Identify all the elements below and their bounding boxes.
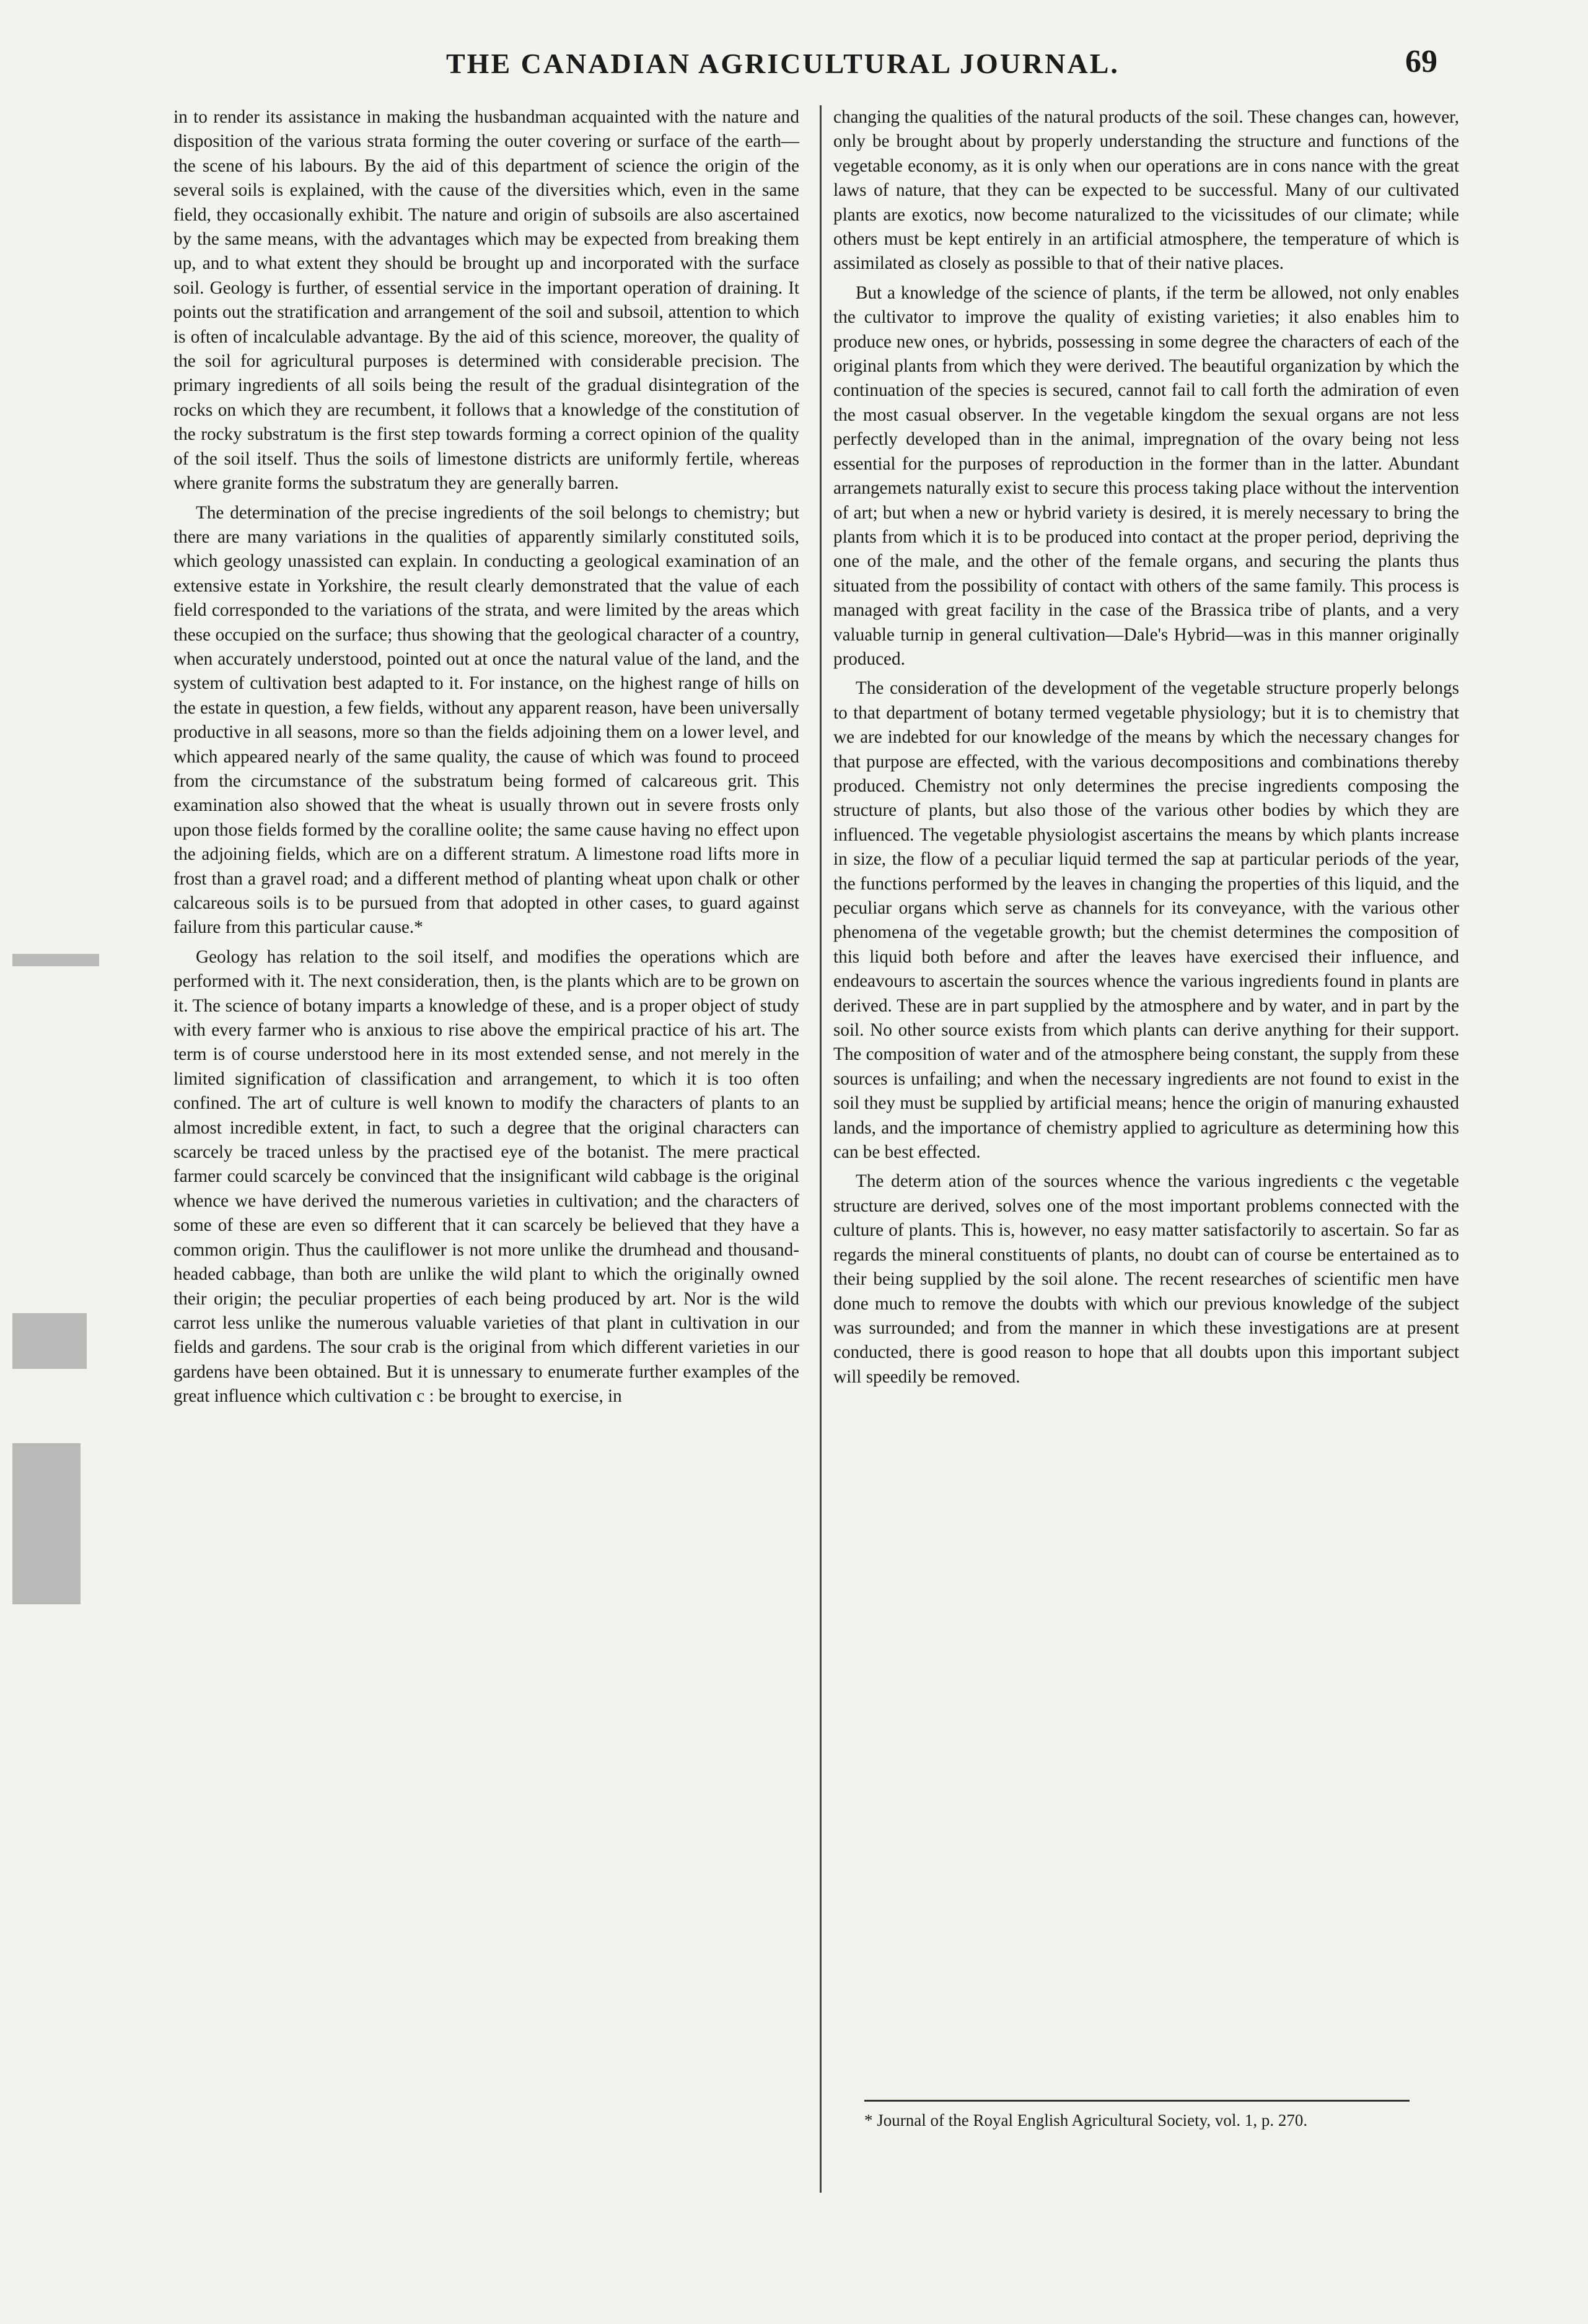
left-column (173, 105, 799, 1414)
margin-blemish (12, 1443, 81, 1604)
column-divider (820, 105, 822, 2193)
paragraph: The determ ation of the sources whence the various ingredients c the vegetable structure are derived, solves one of the most important problems connected with the culture of plants. This is, however, no easy matter satisfactorily to ascertain. So far as regards the mineral constituents of plants, no doubt can of course be entertained as to their being supplied by the soil alone. The recent researches of scientific men have done much to remove the doubts with which our previous knowledge of the subject was surrounded; and from the manner in which these investigations are at present conducted, there is good reason to hope that all doubts upon this important subject will speedily be removed. (833, 1171, 1459, 1387)
footnote-divider (864, 2100, 1410, 2102)
running-header (186, 43, 1437, 87)
margin-blemish (12, 1313, 87, 1369)
margin-blemish (12, 954, 99, 966)
footnote: * Journal of the Royal English Agricultural Society, vol. 1, p. 270. (864, 2111, 1308, 2130)
right-column (833, 105, 1459, 1394)
paragraph: in to render its assistance in making the husbandman acquainted with the nature and disposition of the various strata forming the outer covering or surface of the earth—the scene of his labours. By the aid of this department of science the origin of the several soils is explained, with the cause of the diversities which, even in the same field, they occasionally exhibit. The nature and origin of subsoils are also ascertained by the same means, with the advantages which may be expected from breaking them up, and to what extent they should be brought up and incorporated with the surface soil. Geology is further, of essential service in the important operation of draining. It points out the stratification and arrangement of the soil and subsoil, attention to which is often of incalculable advantage. By the aid of this science, moreover, the quality of the soil for agricultural purposes is determined with considerable precision. The primary ingredients of all soils being the result of the gradual disintegration of the rocks on which they are recumbent, it follows that a knowledge of the constitution of the rocky substratum is the first step towards forming a correct opinion of the quality of the soil itself. Thus the soils of limestone districts are uniformly fertile, whereas where granite forms the substratum they are generally barren. (173, 107, 799, 494)
page-number: 69 (1405, 44, 1437, 79)
paragraph: Geology has relation to the soil itself, and modifies the operations which are performed with it. The next consideration, then, is the plants which are to be grown on it. The science of botany imparts a knowledge of these, and is a proper object of study with every farmer who is anxious to rise above the empirical practice of his art. The term is of course understood here in its most extended sense, and not merely in the limited signification of classification and arrangement, to which it is too often confined. The art of culture is well known to modify the characters of plants to an almost incredible extent, in fact, to such a degree that the original characters can scarcely be traced unless by the practised eye of the botanist. The mere practical farmer could scarcely be convinced that the insignificant wild cabbage is the original whence we have derived the numerous varieties in cultivation; and the characters of some of these are even so different that it can scarcely be believed that they have a common origin. Thus the cauliflower is not more unlike the drumhead and thousand-headed cabbage, than both are unlike the wild plant to which the originally owned their origin; the peculiar properties of each being produced by art. Nor is the wild carrot less unlike the numerous valuable varieties of that plant in cultivation in our fields and gardens. The sour crab is the original from which different varieties in our gardens have been obtained. But it is unnessary to enumerate further examples of the great influence which cultivation c : be brought to exercise, in (173, 946, 799, 1407)
running-title: THE CANADIAN AGRICULTURAL JOURNAL. (446, 48, 1120, 79)
paragraph: changing the qualities of the natural products of the soil. These changes can, however, only be brought about by properly understanding the structure and functions of the vegetable economy, as it is only when our operations are in cons nance with the great laws of nature, that they can be expected to be successful. Many of our cultivated plants are exotics, now become naturalized to the vicissitudes of our climate; while others must be kept entirely in an artificial atmosphere, the temperature of which is assimilated as closely as possible to that of their native places. (833, 107, 1459, 274)
paragraph: But a knowledge of the science of plants, if the term be allowed, not only enables the cultivator to improve the quality of existing varieties; it also enables him to produce new ones, or hybrids, possessing in some degree the characters of each of the original plants from which they were derived. The beautiful organization by which the continuation of the species is secured, cannot fail to call forth the admiration of even the most casual observer. In the vegetable kingdom the sexual organs are not less perfectly developed than in the animal, impregnation of the ovary being not less essential for the purposes of reproduction in the former than in the latter. Abundant arrangemets naturally exist to secure this process taking place without the intervention of art; but when a new or hybrid variety is desired, it is merely necessary to bring the plants from which it is to be produced into contact at the proper period, depriving the one of the male, and the other of the female organs, and securing the plants thus situated from the possibility of contact with others of the same family. This process is managed with great facility in the case of the Brassica tribe of plants, and a very valuable turnip in general cultivation—Dale's Hybrid—was in this manner originally produced. (833, 282, 1459, 669)
paragraph: The consideration of the development of the vegetable structure properly belongs to that department of botany termed vegetable physiology; but it is to chemistry that we are indebted for our knowledge of the means by which the necessary changes for that purpose are effected, with the various decompositions and combinations thereby produced. Chemistry not only determines the precise ingredients composing the structure of plants, but also those of the various other bodies by which they are influenced. The vegetable physiologist ascertains the means by which plants increase in size, the flow of a peculiar liquid termed the sap at particular periods of the year, the functions performed by the leaves in changing the properties of this liquid, and the peculiar organs which serve as channels for its conveyance, with the various other phenomena of the vegetable growth; but the chemist determines the composition of this liquid both before and after the leaves have exercised their influence, and endeavours to ascertain the sources whence the various ingredients found in plants are derived. These are in part supplied by the atmosphere and by water, and in part by the soil. No other source exists from which plants can derive anything for their support. The composition of water and of the atmosphere being constant, the supply from these sources is unfailing; and when the necessary ingredients are not found to exist in the soil they must be supplied by artificial means; hence the origin of manuring exhausted lands, and the importance of chemistry applied to agriculture as determining how this can be best effected. (833, 678, 1459, 1163)
paragraph: The determination of the precise ingredients of the soil belongs to chemistry; but there are many variations in the qualities of apparently similarly constituted soils, which geology unassisted can explain. In conducting a geological examination of an extensive estate in Yorkshire, the result clearly demonstrated that the value of each field corresponded to the variations of the strata, and were limited by the areas which these occupied on the surface; thus showing that the geological character of a country, when accurately understood, pointed out at once the natural value of the land, and the system of cultivation best adapted to it. For instance, on the highest range of hills on the estate in question, a few fields, without any apparent reason, have been universally productive in all seasons, more so than the fields adjoining them on a lower level, and which appeared nearly of the same quality, the cause of which was found to proceed from the circumstance of the substratum being formed of calcareous grit. This examination also showed that the wheat is usually thrown out in severe frosts only upon those fields formed by the coralline oolite; the same cause having no effect upon the adjoining fields, which are on a different stratum. A limestone road lifts more in frost than a gravel road; and a different method of planting wheat upon chalk or other calcareous soils is to be pursued from that adopted in other cases, to guard against failure from this particular cause.* (173, 502, 799, 938)
